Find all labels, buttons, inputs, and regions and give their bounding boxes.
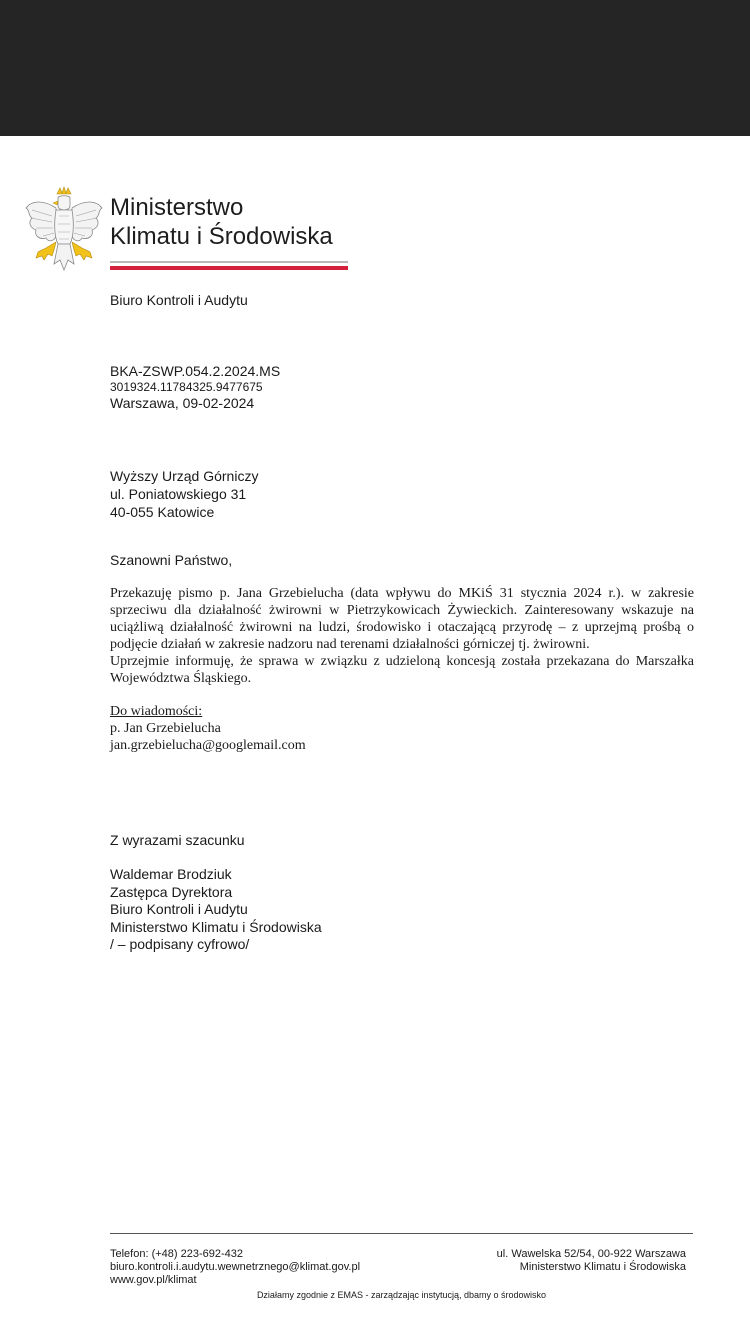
ministry-name-line1: Ministerstwo: [110, 194, 244, 221]
signature-signed: / – podpisany cyfrowo/: [110, 936, 250, 952]
footer-divider: [110, 1233, 693, 1234]
top-bar: [0, 0, 750, 136]
cc-heading: Do wiadomości:: [110, 704, 203, 719]
footer-phone: Telefon: (+48) 223-692-432: [110, 1248, 244, 1260]
signature-department: Biuro Kontroli i Audytu: [110, 901, 248, 917]
signature-title: Zastępca Dyrektora: [110, 883, 233, 900]
flag-red-stripe: [110, 266, 348, 270]
footer-email: biuro.kontroli.i.audytu.wewnetrznego@klimat.gov.pl: [110, 1261, 361, 1273]
footer-emas: Działamy zgodnie z EMAS - zarządzając instytucją, dbamy o środowisko: [256, 1290, 547, 1300]
ministry-name: [110, 193, 333, 251]
place-date: Warszawa, 09-02-2024: [110, 395, 255, 411]
salutation: Szanowni Państwo,: [110, 552, 233, 568]
reference-block: [110, 363, 280, 412]
signature-block: [110, 866, 322, 954]
cc-name: p. Jan Grzebielucha: [110, 721, 221, 736]
signature-ministry: Ministerstwo Klimatu i Środowiska: [110, 918, 322, 935]
closing: Z wyrazami szacunku: [110, 832, 245, 848]
cc-email: jan.grzebielucha@googlemail.com: [110, 738, 306, 753]
reference-sign: BKA-ZSWP.054.2.2024.MS: [110, 363, 281, 379]
footer-address: [497, 1248, 686, 1274]
footer-ministry: Ministerstwo Klimatu i Środowiska: [519, 1261, 686, 1273]
footer-website: www.gov.pl/klimat: [110, 1274, 197, 1286]
body-paragraph-1: Przekazuję pismo p. Jana Grzebielucha (data wpływu do MKiŚ 31 stycznia 2024 r.). w zakresie sprzeciwu dla działalność żwirowni w Pietrzykowicach Żywieckich. Zainteresowany wskazuje na uciążliwą działalność żwirowni na ludzi, środowisko i otaczającą przyrodę – z uprzejmą prośbą o podjęcie działań w zakresie nadzoru nad terenami działalności górniczej tj. żwirowni.: [110, 586, 694, 652]
footer-contact: [110, 1248, 360, 1287]
recipient-line2: ul. Poniatowskiego 31: [110, 486, 247, 502]
recipient-line3: 40-055 Katowice: [110, 504, 215, 520]
department-name: Biuro Kontroli i Audytu: [110, 292, 248, 308]
cc-block: [110, 703, 306, 754]
flag-line: [110, 261, 348, 270]
letter-body: [110, 585, 694, 687]
body-paragraph-2: Uprzejmie informuję, że sprawa w związku z udzieloną koncesją została przekazana do Marszałka Województwa Śląskiego.: [110, 654, 694, 686]
reference-number: 3019324.11784325.9477675: [110, 380, 263, 394]
recipient-address: [110, 467, 258, 521]
polish-eagle-emblem-icon: [24, 186, 104, 272]
ministry-name-line2: Klimatu i Środowiska: [110, 223, 333, 250]
footer-street: ul. Wawelska 52/54, 00-922 Warszawa: [496, 1248, 686, 1260]
signature-name: Waldemar Brodziuk: [110, 866, 232, 882]
recipient-line1: Wyższy Urząd Górniczy: [110, 468, 259, 484]
